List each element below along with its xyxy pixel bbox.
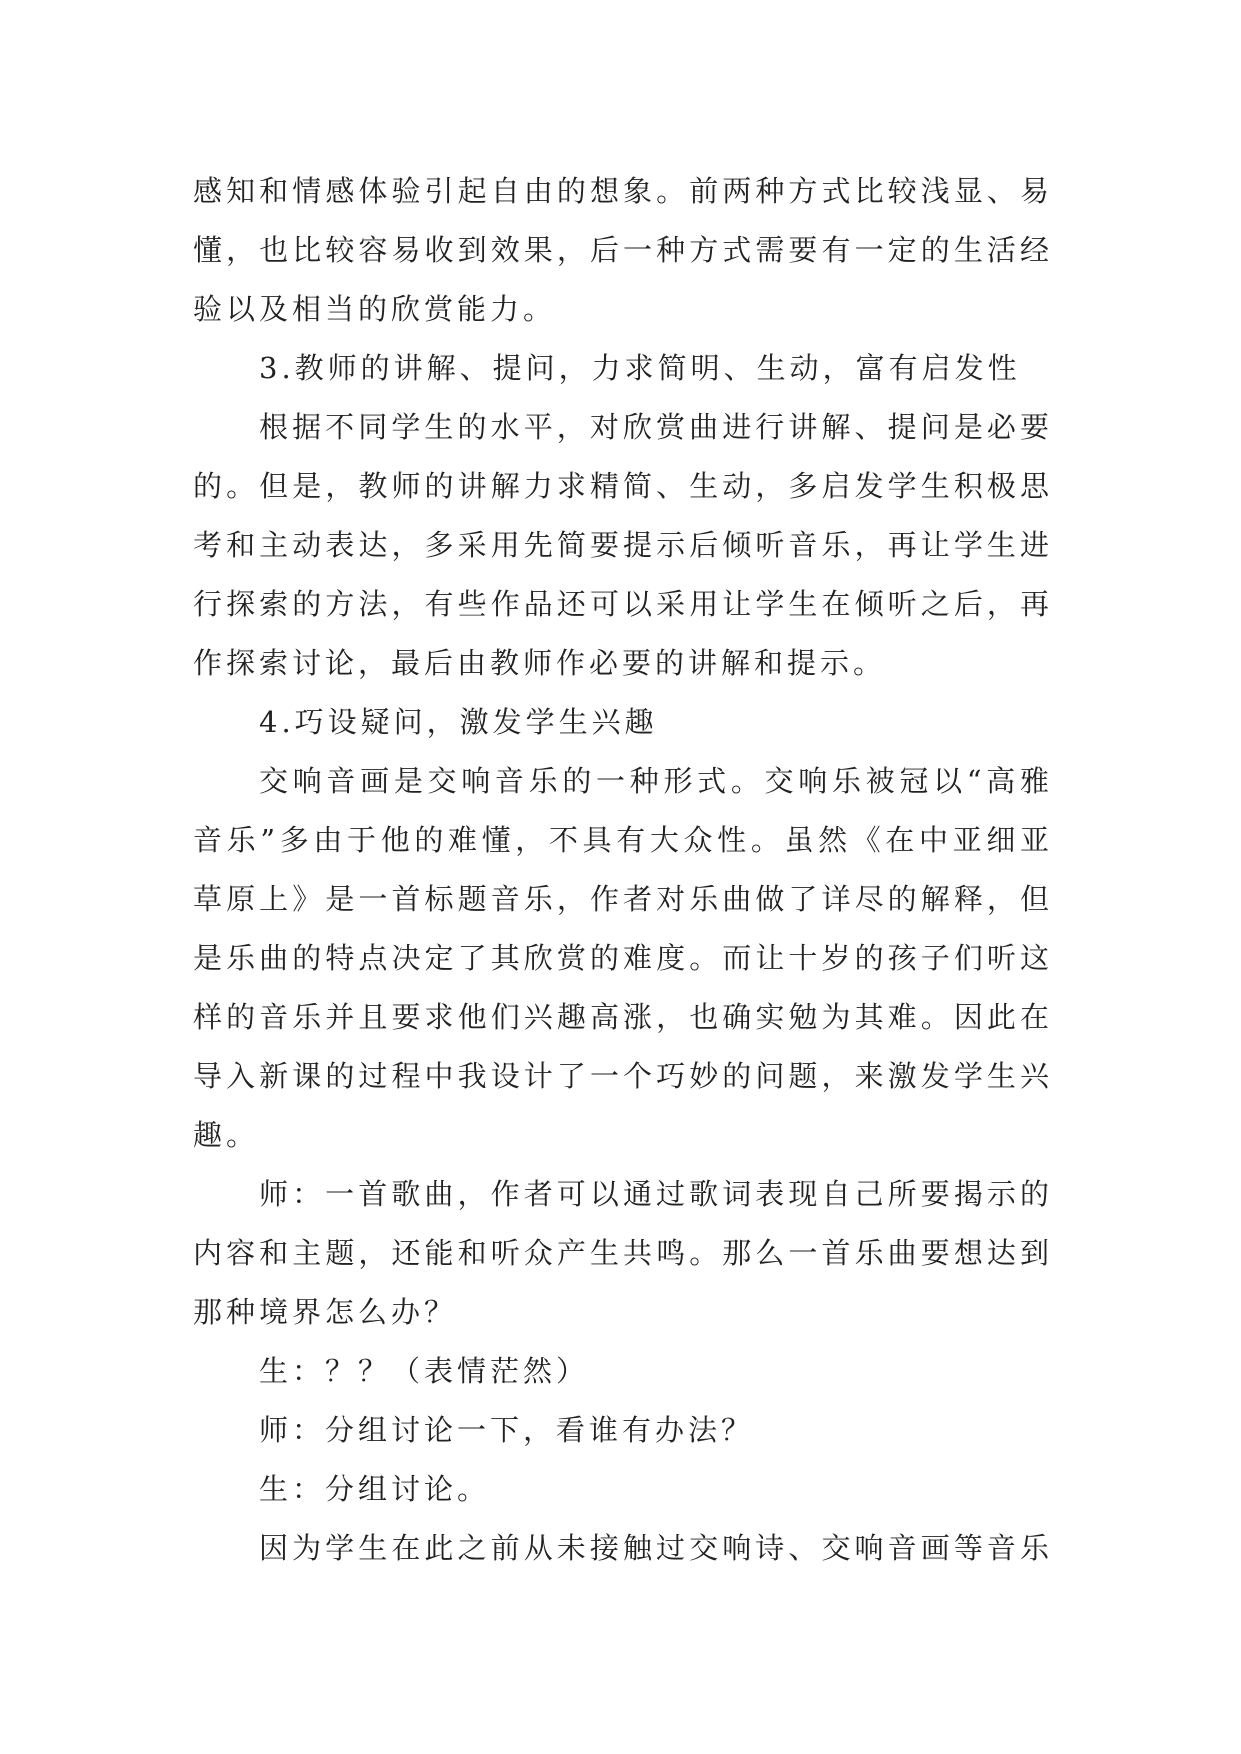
text-line: 交响音画是交响音乐的一种形式。交响乐被冠以“高雅 [259, 764, 1053, 798]
text-line: 趣。 [193, 1118, 260, 1152]
dialogue-line: 生：分组讨论。 [259, 1472, 491, 1506]
section-heading: 3.教师的讲解、提问，力求简明、生动，富有启发性 [259, 351, 1021, 385]
text-line: 样的音乐并且要求他们兴趣高涨，也确实勉为其难。因此在 [193, 1000, 1053, 1034]
section-heading: 4.巧设疑问，激发学生兴趣 [259, 705, 658, 739]
text-line: 那种境界怎么办？ [193, 1295, 458, 1329]
text-line: 验以及相当的欣赏能力。 [193, 292, 557, 326]
text-line: 作探索讨论，最后由教师作必要的讲解和提示。 [193, 646, 887, 680]
text-line: 因为学生在此之前从未接触过交响诗、交响音画等音乐 [259, 1531, 1053, 1565]
text-line: 行探索的方法，有些作品还可以采用让学生在倾听之后，再 [193, 587, 1053, 621]
dialogue-line: 师：一首歌曲，作者可以通过歌词表现自己所要揭示的 [259, 1177, 1053, 1211]
text-line: 内容和主题，还能和听众产生共鸣。那么一首乐曲要想达到 [193, 1236, 1053, 1270]
document-body [193, 162, 1053, 1578]
dialogue-line: 师：分组讨论一下，看谁有办法？ [259, 1413, 755, 1447]
text-line: 考和主动表达，多采用先简要提示后倾听音乐，再让学生进 [193, 528, 1053, 562]
text-line: 音乐”多由于他的难懂，不具有大众性。虽然《在中亚细亚 [193, 823, 1053, 857]
text-line: 导入新课的过程中我设计了一个巧妙的问题，来激发学生兴 [193, 1059, 1053, 1093]
text-line: 的。但是，教师的讲解力求精简、生动，多启发学生积极思 [193, 469, 1053, 503]
text-line: 懂，也比较容易收到效果，后一种方式需要有一定的生活经 [193, 233, 1053, 267]
dialogue-line: 生：？？（表情茫然） [259, 1354, 590, 1388]
text-line: 感知和情感体验引起自由的想象。前两种方式比较浅显、易 [193, 174, 1053, 208]
text-line: 根据不同学生的水平，对欣赏曲进行讲解、提问是必要 [259, 410, 1053, 444]
text-line: 是乐曲的特点决定了其欣赏的难度。而让十岁的孩子们听这 [193, 941, 1053, 975]
text-line: 草原上》是一首标题音乐，作者对乐曲做了详尽的解释，但 [193, 882, 1053, 916]
